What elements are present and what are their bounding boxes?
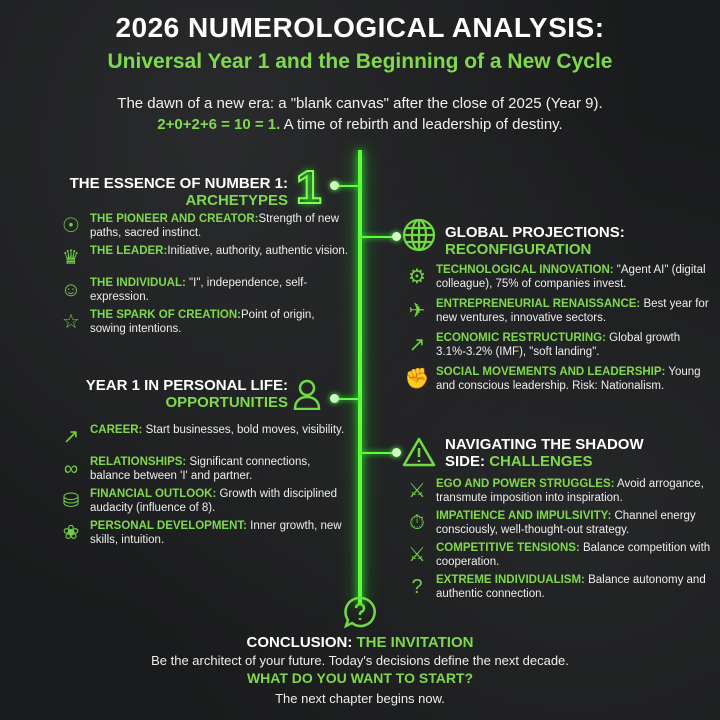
item-title: RELATIONSHIPS: xyxy=(90,456,187,468)
essence-heading xyxy=(70,175,288,209)
person-question-icon: ? xyxy=(411,576,423,598)
item-title: FINANCIAL OUTLOOK: xyxy=(90,488,217,500)
coins-icon: ⛁ xyxy=(62,490,80,512)
item-text xyxy=(90,308,348,336)
item-description: Point of origin, sowing intentions. xyxy=(90,309,315,335)
global-heading xyxy=(445,224,625,258)
conclusion-line: Be the architect of your future. Today's decisions define the next decade. xyxy=(151,653,569,668)
item-title: EXTREME INDIVIDUALISM: xyxy=(436,574,585,586)
item-title: THE LEADER: xyxy=(90,245,168,257)
item-title: IMPATIENCE AND IMPULSIVITY: xyxy=(436,510,612,522)
item-description: Avoid arrogance, transmute imposition into inspiration. xyxy=(436,478,704,504)
item-text xyxy=(436,297,716,325)
personal-list xyxy=(58,423,348,551)
item-description: Best year for new ventures, innovative sectors. xyxy=(436,298,709,324)
list-item xyxy=(58,487,348,519)
item-text xyxy=(436,331,716,359)
shadow-heading xyxy=(445,436,644,470)
essence-subtitle: ARCHETYPES xyxy=(185,192,288,209)
connector-dot xyxy=(330,181,339,190)
clock-bolt-icon: ⏱ xyxy=(409,512,425,534)
rings-icon: ∞ xyxy=(63,458,79,480)
item-description: Initiative, authority, authentic vision. xyxy=(167,245,348,257)
list-item xyxy=(404,509,716,541)
struggle-icon: ⚔ xyxy=(408,480,426,502)
item-text xyxy=(90,244,348,258)
item-text xyxy=(436,263,716,291)
item-description: Start businesses, bold moves, visibility. xyxy=(142,424,345,436)
crossed-swords-icon: ⚔ xyxy=(408,544,426,566)
item-text xyxy=(90,455,348,483)
item-text xyxy=(90,212,348,240)
personal-subtitle: OPPORTUNITIES xyxy=(165,394,288,411)
item-text xyxy=(90,487,348,515)
list-item xyxy=(404,331,716,365)
list-item xyxy=(58,276,348,308)
item-title: THE SPARK OF CREATION: xyxy=(90,309,241,321)
conclusion-question: WHAT DO YOU WANT TO START? xyxy=(246,670,474,686)
item-title: CAREER: xyxy=(90,424,143,436)
globe-icon xyxy=(402,218,436,257)
item-title: SOCIAL MOVEMENTS AND LEADERSHIP: xyxy=(436,366,666,378)
item-text xyxy=(90,423,344,437)
list-item xyxy=(58,212,348,244)
question-bubble-icon xyxy=(343,595,377,634)
item-text xyxy=(436,477,716,505)
connector xyxy=(360,452,396,454)
essence-title: THE ESSENCE OF NUMBER 1: xyxy=(69,175,288,192)
personal-heading xyxy=(86,377,288,411)
intro-rest: A time of rebirth and leadership of destiny. xyxy=(280,116,563,133)
warning-icon xyxy=(402,436,436,473)
subtitle: Universal Year 1 and the Beginning of a New Cycle xyxy=(107,50,613,73)
list-item xyxy=(404,541,716,573)
item-title: ECONOMIC RESTRUCTURING: xyxy=(436,332,606,344)
shadow-list xyxy=(404,477,716,605)
brain-head-icon: ⚙ xyxy=(408,266,426,288)
connector xyxy=(360,236,396,238)
item-description: Global growth 3.1%-3.2% (IMF), "soft landing". xyxy=(436,332,681,358)
item-description: Young and conscious leadership. Risk: Nationalism. xyxy=(436,366,701,392)
item-title: ENTREPRENEURIAL RENAISSANCE: xyxy=(436,298,641,310)
item-description: Significant connections, balance between 'I' and partner. xyxy=(90,456,311,482)
item-description: "Agent AI" (digital colleague), 75% of companies invest. xyxy=(436,264,706,290)
raised-fist-icon: ✊ xyxy=(404,368,430,390)
crown-icon: ♛ xyxy=(62,247,80,269)
item-description: "I", independence, self-expression. xyxy=(90,277,308,303)
item-text xyxy=(90,276,348,304)
item-description: Strength of new paths, sacred instinct. xyxy=(90,213,340,239)
item-description: Balance competition with cooperation. xyxy=(436,542,711,568)
intro-line-2 xyxy=(0,114,720,135)
list-item xyxy=(404,263,716,297)
connector-dot xyxy=(392,448,401,457)
item-text xyxy=(436,509,716,537)
rocket-icon: ✈ xyxy=(408,300,426,322)
global-subtitle: RECONFIGURATION xyxy=(445,241,592,258)
item-title: THE PIONEER AND CREATOR: xyxy=(90,213,259,225)
shadow-title-2: SIDE: xyxy=(445,453,490,470)
intro xyxy=(0,93,720,135)
personal-title: YEAR 1 IN PERSONAL LIFE: xyxy=(85,377,288,394)
main-title: 2026 NUMEROLOGICAL ANALYSIS: xyxy=(115,12,605,43)
item-description: Balance autonomy and authentic connection. xyxy=(436,574,706,600)
essence-list xyxy=(58,212,348,340)
list-item xyxy=(404,297,716,331)
item-text xyxy=(436,573,716,601)
person-icon: ☺ xyxy=(60,279,82,301)
growth-chart-icon: ↗ xyxy=(408,334,426,356)
user-icon xyxy=(292,378,322,418)
list-item xyxy=(58,455,348,487)
item-title: THE INDIVIDUAL: xyxy=(90,277,186,289)
item-title: EGO AND POWER STRUGGLES: xyxy=(436,478,615,490)
intro-line-1: The dawn of a new era: a "blank canvas" after the close of 2025 (Year 9). xyxy=(117,95,603,112)
list-item xyxy=(58,244,348,276)
conclusion-closing: The next chapter begins now. xyxy=(275,691,445,706)
connector-dot xyxy=(330,394,339,403)
global-list xyxy=(404,263,716,399)
item-description: Growth with disciplined audacity (influence of 8). xyxy=(90,488,338,514)
item-description: Channel energy consciously, well-thought-out strategy. xyxy=(436,510,696,536)
list-item xyxy=(58,519,348,551)
star-spark-icon: ☆ xyxy=(62,311,80,333)
list-item xyxy=(58,308,348,340)
lotus-icon: ❀ xyxy=(62,522,80,544)
conclusion-label: CONCLUSION: xyxy=(246,634,357,651)
briefcase-arrow-icon: ↗ xyxy=(62,426,80,448)
shadow-title: NAVIGATING THE SHADOW xyxy=(445,436,644,453)
item-text xyxy=(436,365,716,393)
item-text xyxy=(90,519,348,547)
item-description: Inner growth, new skills, intuition. xyxy=(90,520,342,546)
item-title: PERSONAL DEVELOPMENT: xyxy=(90,520,247,532)
list-item xyxy=(404,477,716,509)
conclusion-label-green: THE INVITATION xyxy=(356,634,474,651)
list-item xyxy=(58,423,348,455)
global-title: GLOBAL PROJECTIONS: xyxy=(445,224,625,241)
list-item xyxy=(404,573,716,605)
item-text xyxy=(436,541,716,569)
compass-gear-icon: ☉ xyxy=(62,215,80,237)
list-item xyxy=(404,365,716,399)
item-title: COMPETITIVE TENSIONS: xyxy=(436,542,580,554)
item-title: TECHNOLOGICAL INNOVATION: xyxy=(436,264,614,276)
connector-dot xyxy=(392,232,401,241)
formula: 2+0+2+6 = 10 = 1. xyxy=(157,116,281,133)
timeline-line xyxy=(358,150,362,605)
shadow-subtitle: CHALLENGES xyxy=(489,453,593,470)
number-one-icon: 1 xyxy=(296,161,322,213)
conclusion-heading xyxy=(0,634,720,651)
